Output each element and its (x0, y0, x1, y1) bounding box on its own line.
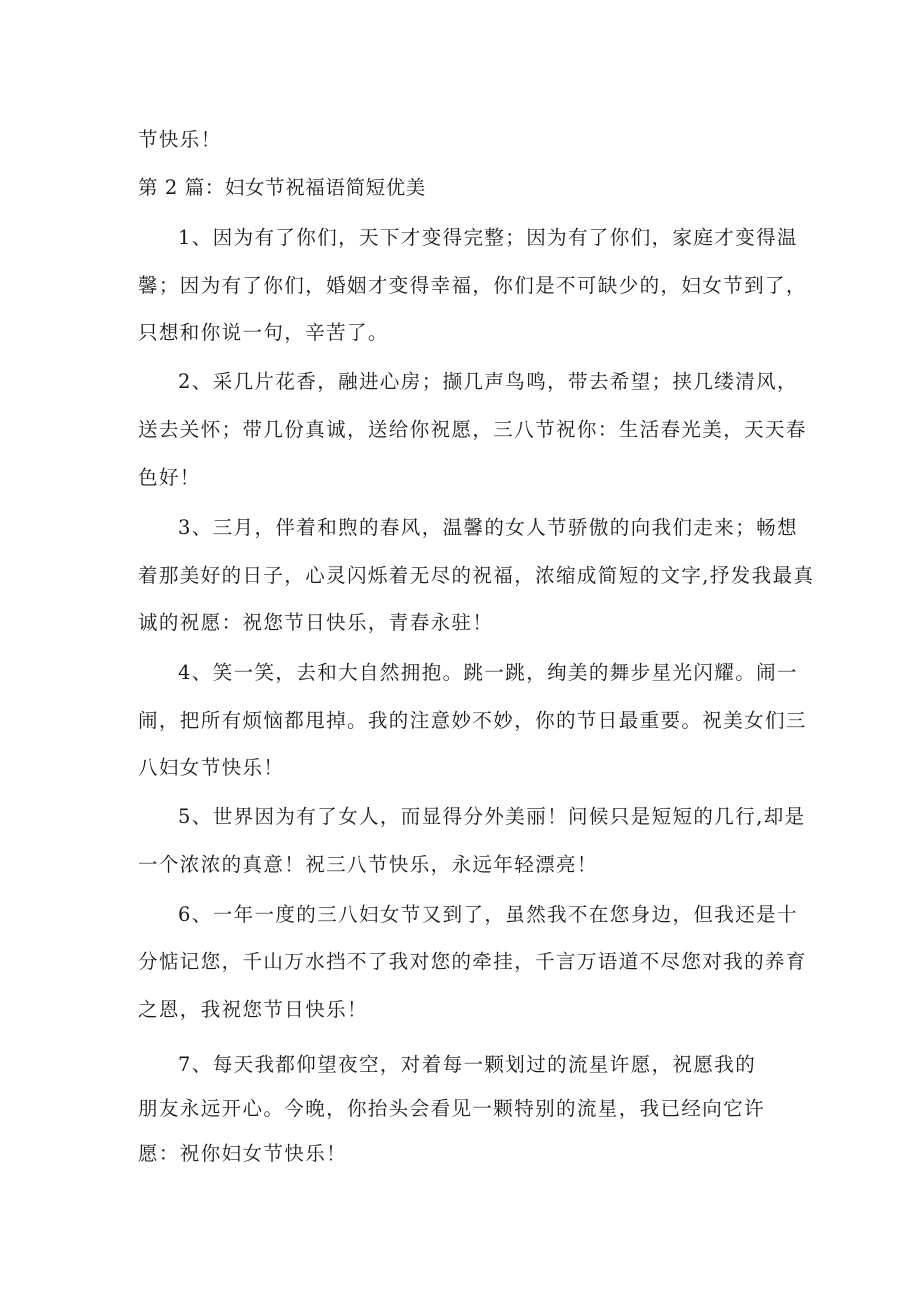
section-heading: 第 2 篇：妇女节祝福语简短优美 (138, 176, 426, 199)
paragraph-line: 6、一年一度的三八妇女节又到了，虽然我不在您身边，但我还是十 (178, 903, 798, 926)
paragraph-line: 闹，把所有烦恼都甩掉。我的注意妙不妙，你的节日最重要。祝美女们三 (138, 709, 807, 732)
paragraph-line: 5、世界因为有了女人，而显得分外美丽！问候只是短短的几行,却是 (178, 805, 806, 828)
continuation-line: 节快乐！ (138, 128, 222, 151)
paragraph-line: 1、因为有了你们，天下才变得完整；因为有了你们，家庭才变得温 (178, 226, 798, 249)
paragraph-line: 色好！ (138, 466, 201, 489)
paragraph-line: 着那美好的日子，心灵闪烁着无尽的祝福，浓缩成简短的文字,抒发我最真 (138, 564, 815, 587)
paragraph-line: 诚的祝愿：祝您节日快乐，青春永驻！ (138, 611, 494, 634)
paragraph-line: 3、三月，伴着和煦的春风，温馨的女人节骄傲的向我们走来；畅想 (178, 516, 798, 539)
paragraph-line: 7、每天我都仰望夜空，对着每一颗划过的流星许愿，祝愿我的 (178, 1053, 757, 1076)
paragraph-line: 八妇女节快乐！ (138, 756, 285, 779)
paragraph-line: 只想和你说一句，辛苦了。 (138, 321, 389, 344)
paragraph-line: 馨；因为有了你们，婚姻才变得幸福，你们是不可缺少的，妇女节到了， (138, 274, 807, 297)
paragraph-line: 4、笑一笑，去和大自然拥抱。跳一跳，绚美的舞步星光闪耀。闹一 (178, 661, 798, 684)
paragraph-line: 之恩，我祝您节日快乐！ (138, 998, 368, 1021)
paragraph-line: 送去关怀；带几份真诚，送给你祝愿，三八节祝你：生活春光美，天天春 (138, 418, 807, 441)
paragraph-line: 2、采几片花香，融进心房；撷几声鸟鸣，带去希望；挟几缕清风， (178, 370, 798, 393)
paragraph-line: 分惦记您，千山万水挡不了我对您的牵挂，千言万语道不尽您对我的养育 (138, 950, 807, 973)
paragraph-line: 一个浓浓的真意！祝三八节快乐，永远年轻漂亮！ (138, 853, 598, 876)
paragraph-line: 朋友永远开心。今晚，你抬头会看见一颗特别的流星，我已经向它许 (138, 1097, 766, 1120)
paragraph-line: 愿：祝你妇女节快乐！ (138, 1142, 348, 1165)
